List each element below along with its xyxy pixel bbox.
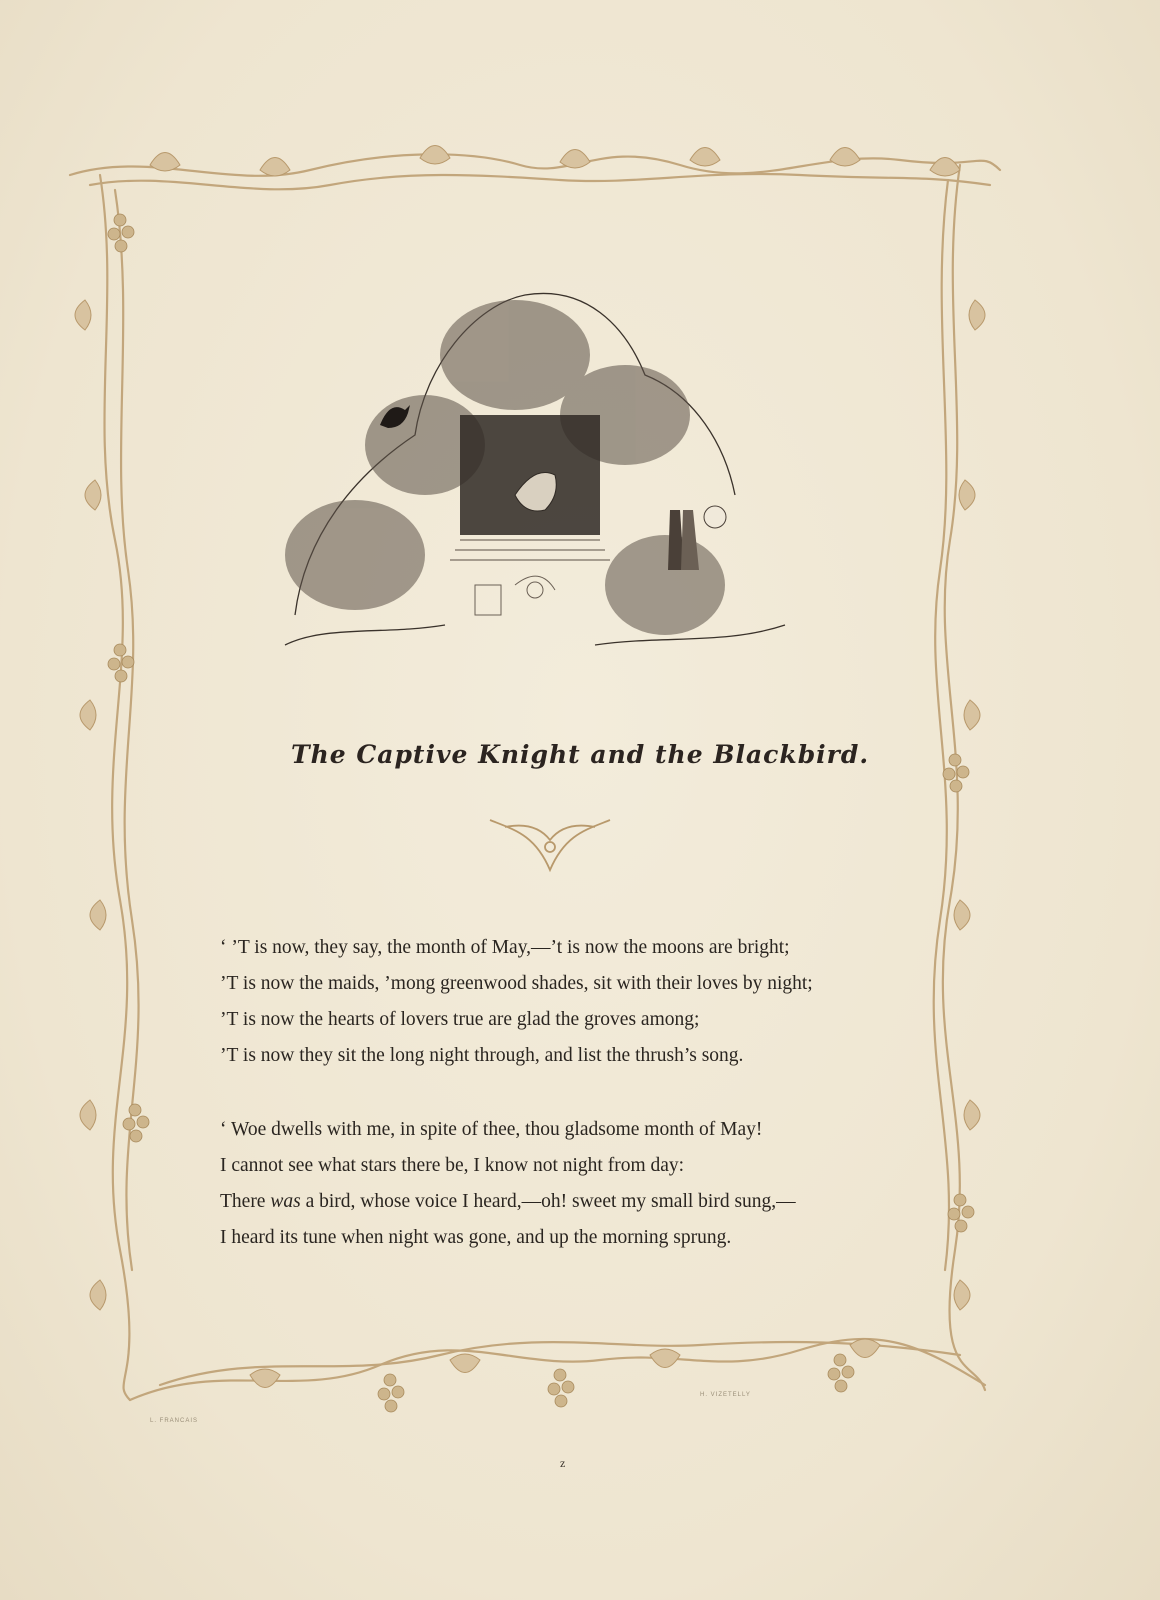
title-ornament — [485, 815, 615, 875]
poem-line — [220, 1184, 920, 1220]
stanza-2 — [220, 1112, 920, 1256]
stanza-1 — [220, 930, 920, 1074]
poem-line: ’T is now the maids, ’mong greenwood shades, sit with their loves by night; — [220, 973, 813, 994]
poem-line: I heard its tune when night was gone, and up the morning sprung. — [220, 1227, 732, 1248]
poem-title: The Captive Knight and the Blackbird. — [290, 740, 870, 769]
poem-line: ’T is now they sit the long night through, and list the thrush’s song. — [220, 1045, 744, 1066]
poem-line: ‘ ’T is now, they say, the month of May,—’t is now the moons are bright; — [220, 937, 790, 958]
page-number: z — [560, 1456, 566, 1470]
poem-line: I cannot see what stars there be, I know not night from day: — [220, 1155, 685, 1176]
italic-word: was — [270, 1191, 301, 1212]
engraver-credit-left: L. FRANCAIS — [150, 1418, 199, 1424]
captive-knight-vignette-illustration — [265, 285, 805, 685]
poem-line: ‘ Woe dwells with me, in spite of thee, thou gladsome month of May! — [220, 1119, 763, 1140]
line-text: There — [220, 1191, 271, 1212]
engraver-credit-right: H. VIZETELLY — [700, 1392, 751, 1398]
poem-body — [220, 930, 920, 1294]
poem-line: ’T is now the hearts of lovers true are glad the groves among; — [220, 1009, 700, 1030]
line-text: a bird, whose voice I heard,—oh! sweet my small bird sung,— — [300, 1191, 796, 1212]
